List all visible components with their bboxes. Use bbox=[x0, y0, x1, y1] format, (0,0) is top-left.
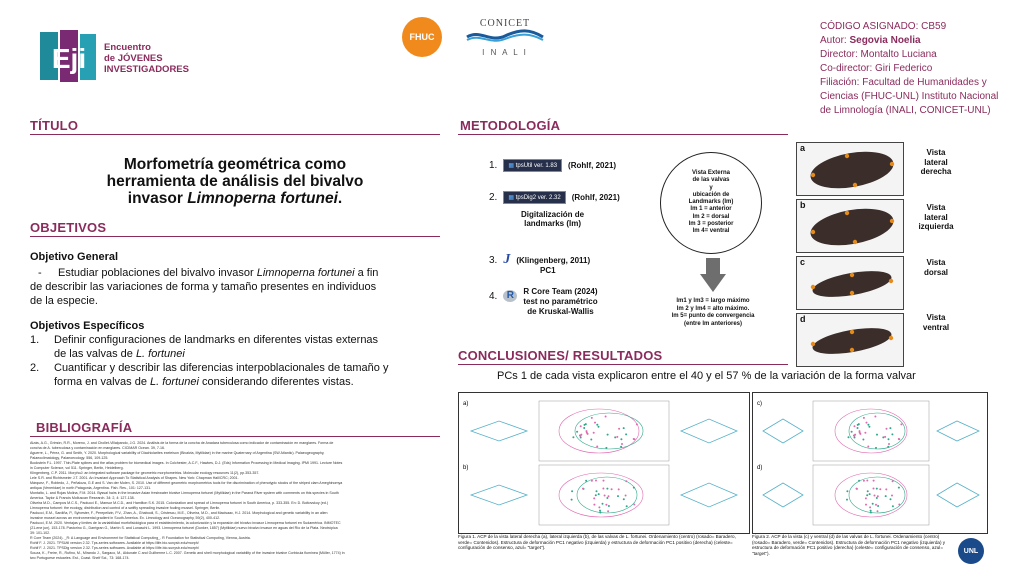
morphoj-icon: J bbox=[503, 252, 511, 267]
reference-line: Rohlf F. J. 2021. TPSDig version 2.32. Tps-series softwares. Available at https://life.bio.sunysb.edu/morph/ bbox=[30, 546, 199, 550]
landmark-dot bbox=[811, 342, 815, 346]
pca-point bbox=[595, 494, 597, 496]
reference-line: Bookstein F.L. 1997. Thin-Plate splines and the atlas problem for biomedical images. In Colchester, A.C.F., Hawkes, D.J. (Eds) Information Processing in Medical Imaging. IPMI 1991. Lecture Notes bbox=[30, 461, 343, 465]
landmark-dot bbox=[889, 279, 893, 283]
pca-point bbox=[846, 490, 848, 492]
pca-point bbox=[591, 417, 593, 419]
oval-line: Vista Externa bbox=[692, 170, 730, 176]
pca-plot-c bbox=[813, 401, 929, 461]
pca-point bbox=[874, 495, 876, 497]
pca-point bbox=[877, 495, 879, 497]
oval-line: Landmarks (lm) bbox=[688, 199, 734, 206]
shell-panel-d bbox=[796, 313, 904, 367]
pca-point bbox=[593, 497, 595, 499]
pca-point bbox=[873, 488, 875, 490]
shell-panel-a bbox=[796, 142, 904, 196]
pca-point bbox=[580, 434, 582, 436]
pca-point bbox=[618, 428, 620, 430]
view-label-line: dorsal bbox=[923, 267, 948, 277]
pca-point bbox=[870, 510, 872, 512]
pca-point bbox=[605, 447, 607, 449]
pca-point bbox=[594, 422, 596, 424]
pca-point bbox=[859, 432, 861, 434]
ellipse-contenidos-a bbox=[575, 413, 643, 449]
landmark-dot bbox=[850, 291, 854, 295]
pca-point bbox=[593, 432, 595, 434]
pca-point bbox=[585, 480, 587, 482]
pca-point bbox=[606, 488, 608, 490]
figure-1 bbox=[458, 392, 750, 534]
landmark-dot bbox=[850, 330, 854, 334]
pca-point bbox=[854, 437, 856, 439]
view-label-d bbox=[906, 307, 966, 362]
pca-point bbox=[633, 438, 635, 440]
pca-point bbox=[854, 434, 856, 436]
pca-point bbox=[595, 480, 597, 482]
landmark-dot bbox=[811, 230, 815, 234]
figure-2-caption: Figura 2. ACP de la vista (c) y ventral (d) de las valvas de L. fortunei. Ordenamiento (centro) (rosado= Baradero, verde= Contenidos). Estructura de deformación PC1 negativo (izquierda) y estructura de deformación PC1 positivo (derecha) (celeste= configuración de consenso, azul= "target"). bbox=[752, 534, 946, 556]
pca-points-1 bbox=[571, 416, 638, 514]
pca-point bbox=[596, 490, 598, 492]
results-statement: PCs 1 de cada vista explicaron entre el 40 y el 57 % de la variación de la forma valvar bbox=[497, 370, 916, 382]
poster-title: Morfometría geométrica como herramienta de análisis del bivalvo invasor Limnoperna fortunei. bbox=[106, 156, 364, 207]
fhuc-logo: FHUC bbox=[402, 17, 442, 57]
landmark-dot bbox=[811, 173, 815, 177]
reference-line: in Computer Science, vol 511. Springer, Berlin, Heidelberg. bbox=[30, 466, 124, 470]
pca-point bbox=[869, 506, 871, 508]
pca-point bbox=[571, 499, 573, 501]
pca-point bbox=[846, 499, 848, 501]
deformation-pos-c bbox=[937, 421, 979, 441]
reference-line: invasive mussel across an environmental gradient in South America. Ex. Limnology and Oceanography, 59(2), 400-412. bbox=[30, 516, 221, 520]
tps-icon: ▦ bbox=[508, 163, 515, 169]
landmark-dot bbox=[850, 348, 854, 352]
reference-line: Lele S.R. and Richtsmeier J.T. 2001. An Invariant Approach To Statistical Analysis of Shapes. New York: Chapman Hall/CRC; 2001. bbox=[30, 476, 239, 480]
pca-point bbox=[886, 428, 888, 430]
pca-point bbox=[865, 504, 867, 506]
figure-2 bbox=[752, 392, 988, 534]
pca-point bbox=[636, 423, 638, 425]
pca-point bbox=[603, 480, 605, 482]
pca-point bbox=[882, 436, 884, 438]
reference-line: Limnoperna fortunei: the ecology, distribution and control of a swiftly spreading invasive fouling mussel. Springer, Berlin. bbox=[30, 506, 221, 510]
landmark-definition-line: lm1 y lm3 = largo máximo bbox=[676, 298, 750, 304]
pca-point bbox=[614, 436, 616, 438]
view-label-line: lateral bbox=[924, 212, 948, 222]
pca-point bbox=[582, 488, 584, 490]
pca-point bbox=[867, 490, 869, 492]
titulo-header: TÍTULO bbox=[30, 118, 79, 133]
oval-line: y bbox=[709, 184, 713, 191]
pca-point bbox=[888, 443, 890, 445]
pca-point bbox=[898, 487, 900, 489]
reference-line: Alzás, A.G., Grimón, R.R., Moreno, J. and Chollet-Villalpando, J.G. 2024. Análisis de la forma de la concha de Anadara tuberculosa como indicador de contaminación en manglares. Forma de bbox=[30, 441, 334, 445]
view-label-c bbox=[906, 252, 966, 307]
reference-line: two Portuguese estuaries. Est., Coast. Shelf Sci., 73: 168-174. bbox=[30, 556, 130, 560]
pca-point bbox=[571, 490, 573, 492]
figure-1-caption: Figura 1. ACP de la vista lateral derecha (a), lateral izquierda (b), de las valvas de L. fortunei. Ordenamiento (centro) (rosado= Baradero, verde= Contenidos). Estructura de deformación PC1 negativo (izquierda) y estructura de deformación PC1 positivo (derecha) (celeste= configuración de consenso, azul= "target"). bbox=[458, 534, 736, 551]
pca-point bbox=[866, 480, 868, 482]
ellipse-contenidos-c bbox=[849, 413, 905, 449]
svg-text:Eji: Eji bbox=[51, 43, 87, 74]
pca-point bbox=[900, 423, 902, 425]
pca-point bbox=[891, 495, 893, 497]
view-label-line: Vista bbox=[926, 313, 946, 322]
view-label-line: izquierda bbox=[918, 222, 954, 231]
reference-line: Montalto, L. and Rojas Molina, F.M. 2014. Byssal hairs in the invasive Asian freshwater bivalve Limnoperna fortunei (Mytilidae) in the Paraná River system with comments on this species in South bbox=[30, 491, 339, 495]
pca-point bbox=[866, 494, 868, 496]
pca-point bbox=[872, 503, 874, 505]
panel-a-label: a) bbox=[463, 401, 469, 407]
step-2: 2. ▦ tpsDig2 ver. 2.32 (Rohlf, 2021) bbox=[489, 192, 620, 203]
panel-letter: b bbox=[800, 200, 806, 210]
deformation-neg-b bbox=[471, 485, 527, 505]
pca-point bbox=[885, 495, 887, 497]
pca-point bbox=[633, 504, 635, 506]
step-1: 1. ▦ tpsUtil ver. 1.83 (Rohlf, 2021) bbox=[489, 160, 617, 171]
reference-line: Klingenberg, C.P. 2011. MorphoJ: an integrated software package for geometric morphometrics. Molecular ecology resources 11(2), pp.353-357. bbox=[30, 471, 260, 475]
reference-line: Rohlf F. J. 2021. TPSUtil version 2.32. Tps-series softwares. Available at https://life.bio.sunysb.edu/morph/ bbox=[30, 541, 199, 545]
pca-point bbox=[623, 427, 625, 429]
reference-line: Paolucci, E.M. 2020. Ventajas y límites de la variabilidad morfofisiológica para el establecimiento, la colonización y la expansión del bivalvo invasor Limnoperna fortunei en Sudamérica. INMOTEC bbox=[30, 521, 341, 525]
oval-line: lm 1 = anterior bbox=[690, 206, 732, 213]
pca-point bbox=[867, 424, 869, 426]
reference-line: Aguerre, L., Pérez, G. and Smith, Y. 2020. Morphological variability of Diachiclarites exeleison (Bivalvia, Mytilidae) in the marine Quaternary of Argentina (SW Atlantic). Palaeogeography, bbox=[30, 451, 325, 455]
pca-point bbox=[621, 443, 623, 445]
pca-point bbox=[586, 432, 588, 434]
view-label-line: derecha bbox=[920, 167, 952, 176]
pca-point bbox=[865, 497, 867, 499]
reference-line: Souza, K., Freire, R., Rufino, M., Mirando J., Sargaco, M., Aldunate C and Guilherme L.C. 2007. Genetic and shell morphological variability of the invasive bivalve Corbicula fluminea (Müller, 1774) in bbox=[30, 551, 345, 555]
pca-point bbox=[602, 503, 604, 505]
pca-point bbox=[875, 504, 877, 506]
conicet-logo: CONICET I N A L I bbox=[458, 18, 552, 58]
pca-plot-d bbox=[813, 465, 929, 525]
landmark-dot bbox=[890, 219, 894, 223]
pca-point bbox=[604, 495, 606, 497]
pca-point bbox=[616, 436, 618, 438]
pca-point bbox=[891, 433, 893, 435]
deformation-pos-b bbox=[681, 483, 737, 507]
landmark-definition-line: lm 5= punto de convergencia bbox=[671, 313, 755, 319]
pca-point bbox=[864, 432, 866, 434]
landmark-dot bbox=[853, 183, 857, 187]
reference-line: antiqua (Veneridae) in north Patagonia, Argentina. Fish. Res., 101: 127-131. bbox=[30, 486, 152, 490]
pca-point bbox=[620, 446, 622, 448]
pca-point bbox=[858, 423, 860, 425]
down-arrow-icon bbox=[700, 258, 726, 297]
pca-point bbox=[605, 504, 607, 506]
pca-point bbox=[625, 495, 627, 497]
pca-point bbox=[607, 434, 609, 436]
landmark-definition-line: (entre lm anteriores) bbox=[683, 320, 743, 327]
panel-b-label: b) bbox=[463, 465, 469, 471]
oval-line: lm 2 = dorsal bbox=[692, 213, 730, 220]
pca-point bbox=[856, 488, 858, 490]
panel-letter: d bbox=[800, 314, 806, 324]
pca-point bbox=[889, 427, 891, 429]
reference-line: America. Taylor & Francis Molluscan Research. 34: 2, 4: 127-138. bbox=[30, 496, 135, 500]
titulo-rule bbox=[30, 134, 440, 135]
pca-point bbox=[892, 480, 894, 482]
landmark-definition-line: lm 2 y lm4 = alto máximo. bbox=[676, 305, 750, 312]
conclusiones-rule bbox=[458, 364, 788, 365]
ellipse-baradero-b bbox=[559, 473, 643, 517]
pca-point bbox=[869, 493, 871, 495]
pca-point bbox=[885, 488, 887, 490]
pca-point bbox=[598, 493, 600, 495]
landmark-dot bbox=[811, 285, 815, 289]
pca-point bbox=[857, 427, 859, 429]
objetivos-header: OBJETIVOS bbox=[30, 220, 107, 235]
event-logo bbox=[38, 28, 100, 86]
panel-d-label: d) bbox=[757, 465, 763, 471]
shell-panel-c bbox=[796, 256, 904, 310]
reference-line: (21-ene jun), 153-178. Pastorino G., Darrigran G., Martín S. and Lunaschi L. 1993. Limnoperna fortunei (Dunker, 1857) (Mytilidae) nuevo bivalvo invasor en aguas del Río de la Plata. Neotrópica bbox=[30, 526, 338, 530]
pca-point bbox=[876, 488, 878, 490]
deformation-pos-a bbox=[681, 419, 737, 443]
pca-point bbox=[606, 497, 608, 499]
pca-point bbox=[870, 512, 872, 514]
view-label-line: Vista bbox=[926, 203, 946, 212]
pca-point bbox=[866, 422, 868, 424]
reference-line: Paolucci, E.M., Sardiña, P., Sylvester, F., Perepelizin, P.V., Zhan, A., Ghabooli, S., Cristescu, M.E., Oliveira, M.D., and Macisaac, H.J. 2014. Morphological and genetic variability in an alien bbox=[30, 511, 328, 515]
pca-point bbox=[863, 417, 865, 419]
landmark-dot bbox=[853, 240, 857, 244]
pca-point bbox=[598, 506, 600, 508]
pc1-label: PC1 bbox=[540, 266, 556, 275]
view-label-line: lateral bbox=[924, 157, 948, 167]
pca-point bbox=[633, 487, 635, 489]
tpsutil-badge: ▦ tpsUtil ver. 1.83 bbox=[503, 159, 562, 172]
pca-point bbox=[618, 488, 620, 490]
pca-point bbox=[626, 505, 628, 507]
shell-image bbox=[797, 200, 903, 252]
view-label-line: Vista bbox=[926, 258, 946, 267]
landmark-dot bbox=[845, 211, 849, 215]
oval-line: de las valvas bbox=[692, 177, 730, 184]
pca-point bbox=[620, 438, 622, 440]
metodologia-rule bbox=[458, 134, 788, 135]
pca-point bbox=[848, 436, 850, 438]
unl-logo: UNL bbox=[958, 538, 984, 564]
pca-point bbox=[599, 512, 601, 514]
pca-point bbox=[599, 510, 601, 512]
bibliografia-rule bbox=[30, 436, 440, 437]
wave-icon bbox=[465, 29, 545, 43]
deformation-neg-c bbox=[763, 419, 803, 443]
shell-image bbox=[797, 314, 903, 366]
view-labels bbox=[906, 142, 966, 362]
pca-point bbox=[623, 498, 625, 500]
view-label-b bbox=[906, 197, 966, 252]
oval-line: lm 3 = posterior bbox=[688, 221, 734, 228]
pca-point bbox=[593, 504, 595, 506]
objetivos-body: Objetivo General - Estudiar poblaciones del bivalvo invasor Limnoperna fortunei a fin de describir las variaciones de forma y tamaño presentes en individuos de la especie. Objetivos Específicos 1. Definir configuraciones de landmarks en diferentes vistas externas de las valvas de L. fortunei 2. Cuantificar y describir las diferencias interpoblacionales de tamaño y forma en valvas de L. fortunei considerando diferentes vistas. bbox=[30, 251, 389, 388]
pca-point bbox=[596, 446, 598, 448]
shell-image bbox=[797, 257, 903, 309]
pca-point bbox=[863, 480, 865, 482]
pca-point bbox=[890, 498, 892, 500]
oval-line: ubicación de bbox=[692, 191, 730, 198]
pca-points-2 bbox=[846, 416, 902, 514]
pca-point bbox=[605, 416, 607, 418]
view-label-a bbox=[906, 142, 966, 197]
deformation-pos-d bbox=[937, 483, 979, 507]
ellipse-contenidos-d bbox=[849, 477, 905, 513]
panel-c-label: c) bbox=[757, 401, 762, 407]
deformation-neg-d bbox=[763, 483, 803, 507]
pca-point bbox=[625, 480, 627, 482]
ellipse-contenidos-b bbox=[577, 477, 637, 513]
bibliografia-header: BIBLIOGRAFÍA bbox=[36, 420, 133, 435]
reference-line: Oliveira M.D., Campos M.C.S., Paolucci E., Mansur M.C.D., and Hamilton S.K. 2015. Colonization and spread of Limnoperna fortunei in South America, p. 333-355. En: D. Boltovskoy (ed.) bbox=[30, 501, 329, 505]
tps-icon: ▦ bbox=[508, 195, 515, 201]
landmark-dot bbox=[845, 154, 849, 158]
landmarks-oval bbox=[660, 152, 762, 254]
step-4: 4. R R Core Team (2024) test no paramétrico de Kruskal-Wallis bbox=[489, 287, 598, 316]
pca-point bbox=[591, 480, 593, 482]
landmark-dot bbox=[890, 162, 894, 166]
pca-point bbox=[875, 447, 877, 449]
pca-point bbox=[602, 488, 604, 490]
pca-point bbox=[876, 434, 878, 436]
author-info: CÓDIGO ASIGNADO: CB59 Autor: Segovia Noelia Director: Montalto Luciana Co-director: Giri Federico Filiación: Facultad de Humanidades y Ciencias (FHUC-UNL) Instituto Nacional de Limnología (INALI, CONICET-UNL) bbox=[820, 21, 999, 116]
r-icon: R bbox=[503, 290, 517, 302]
panel-letter: c bbox=[800, 257, 806, 267]
view-label-line: ventral bbox=[922, 322, 950, 332]
panel-letter: a bbox=[800, 143, 806, 153]
pca-point bbox=[580, 437, 582, 439]
ellipse-baradero-c bbox=[835, 409, 907, 453]
pca-point bbox=[876, 497, 878, 499]
pca-point bbox=[877, 505, 879, 507]
pca-point bbox=[851, 431, 853, 433]
pca-point bbox=[598, 426, 600, 428]
metodologia-header: METODOLOGÍA bbox=[460, 118, 561, 133]
objetivos-rule bbox=[30, 236, 440, 237]
references-list bbox=[30, 441, 442, 561]
pca-point bbox=[898, 504, 900, 506]
reference-line: concha de A. tuberculosa y contaminación en manglares. CICIMAR Ocean. 39, 7-16. bbox=[30, 446, 166, 450]
tpsdig-badge: ▦ tpsDig2 ver. 2.32 bbox=[503, 191, 565, 204]
deformation-neg-a bbox=[471, 421, 527, 441]
pca-point bbox=[625, 433, 627, 435]
pca-point bbox=[888, 438, 890, 440]
pca-point bbox=[898, 438, 900, 440]
pca-point bbox=[608, 495, 610, 497]
pca-point bbox=[607, 510, 609, 512]
reference-line: Márquez, F., Robledo, J., Peñaloza, G.E and S. Van der Molen, S. 2010. Use of different geometric morphometrics tools for the discrimination of phenotypic stocks of the striped clam Ameghinomya bbox=[30, 481, 343, 485]
pca-point bbox=[608, 505, 610, 507]
landmark-definitions bbox=[657, 298, 769, 328]
pca-point bbox=[879, 488, 881, 490]
pca-point bbox=[873, 480, 875, 482]
step-3: 3. J (Klingenberg, 2011) bbox=[489, 252, 591, 267]
pca-point bbox=[877, 510, 879, 512]
pca-point bbox=[583, 427, 585, 429]
pca-point bbox=[874, 416, 876, 418]
event-name: Encuentro de JÓVENES INVESTIGADORES bbox=[104, 42, 189, 75]
landmark-dot bbox=[850, 273, 854, 277]
author-name: Segovia Noelia bbox=[849, 35, 921, 46]
pca-point bbox=[854, 425, 856, 427]
shell-views bbox=[796, 142, 904, 370]
reference-line: R Core Team (2024). _R: A Language and Environment for Statistical Computing_. R Foundation for Statistical Computing, Vienna, Austria. bbox=[30, 536, 251, 540]
pca-point bbox=[585, 423, 587, 425]
pca-point bbox=[868, 426, 870, 428]
shell-panel-b bbox=[796, 199, 904, 253]
reference-line: Palaeoclimatology, Palaeoecology. 556, 109-125. bbox=[30, 456, 109, 460]
shell-image bbox=[797, 143, 903, 195]
figure-2-plot bbox=[753, 393, 987, 533]
pca-point bbox=[596, 424, 598, 426]
reference-line: 39: 101-102. bbox=[30, 531, 51, 535]
figure-1-plot bbox=[459, 393, 749, 533]
pca-point bbox=[590, 439, 592, 441]
pca-point bbox=[617, 495, 619, 497]
pca-point bbox=[576, 431, 578, 433]
pca-point bbox=[884, 436, 886, 438]
pca-point bbox=[887, 446, 889, 448]
pca-point bbox=[892, 505, 894, 507]
pca-plot-a bbox=[539, 401, 669, 461]
pca-point bbox=[862, 439, 864, 441]
pca-point bbox=[611, 488, 613, 490]
pca-point bbox=[858, 480, 860, 482]
pca-point bbox=[580, 425, 582, 427]
pca-point bbox=[867, 446, 869, 448]
oval-line: lm 4= ventral bbox=[692, 228, 730, 235]
pca-point bbox=[572, 436, 574, 438]
digitization-label: Digitalización de landmarks (lm) bbox=[521, 210, 585, 228]
conclusiones-header: CONCLUSIONES/ RESULTADOS bbox=[458, 348, 663, 363]
landmark-dot bbox=[889, 336, 893, 340]
view-label-line: Vista bbox=[926, 148, 946, 157]
